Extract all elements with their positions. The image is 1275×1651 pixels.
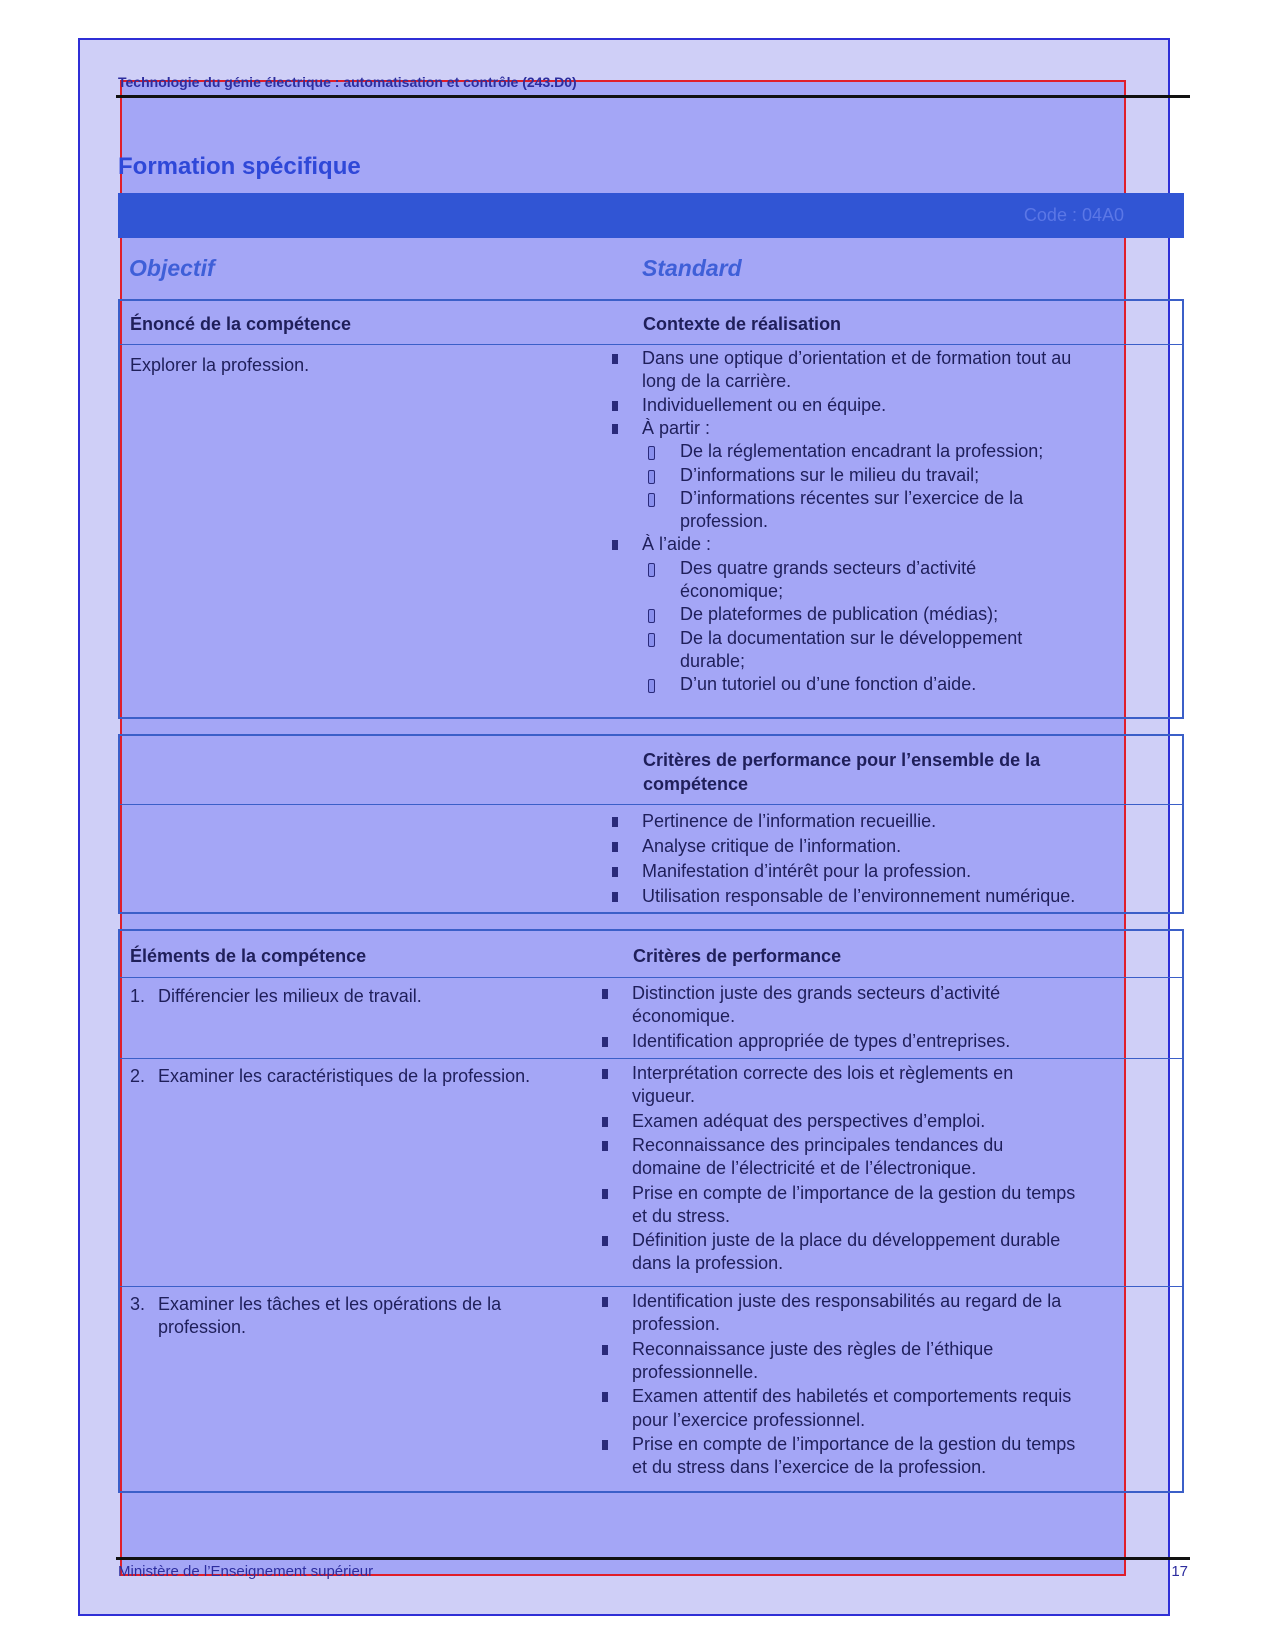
global-criterion: Manifestation d’intérêt pour la profession. [642, 861, 972, 881]
context-subitem: De la documentation sur le développement [680, 627, 1023, 648]
element-statement: profession. [158, 1317, 247, 1338]
context-item: Individuellement ou en équipe. [642, 394, 887, 415]
elements-table [118, 929, 1184, 1493]
context-subitem: De la réglementation encadrant la profession; [680, 441, 1044, 462]
element-statement: Examiner les tâches et les opérations de la [158, 1294, 502, 1314]
element-criterion: Reconnaissance des principales tendances du [632, 1134, 1004, 1155]
context-subitem: durable; [680, 650, 746, 671]
program-header: Technologie du génie électrique : automatisation et contrôle (243.D0) [118, 74, 577, 90]
context-subitem: D’un tutoriel ou d’une fonction d’aide. [680, 674, 977, 695]
element-number: 3. [130, 1294, 146, 1314]
element-criterion: Définition juste de la place du développement durable [632, 1230, 1061, 1251]
global-criterion: Pertinence de l’information recueillie. [642, 811, 937, 831]
competency-code: Code : 04A0 [1023, 205, 1124, 225]
row-divider [120, 804, 1182, 805]
context-subitem: D’informations récentes sur l’exercice de la [680, 487, 1024, 508]
context-item: À partir : [642, 417, 711, 438]
element-criterion: Reconnaissance juste des règles de l’éthique [632, 1338, 994, 1359]
element-criterion: professionnelle. [632, 1361, 759, 1382]
element-criterion: et du stress dans l’exercice de la profession. [632, 1457, 987, 1478]
global-criteria-table [118, 734, 1184, 914]
element-statement: Examiner les caractéristiques de la profession. [158, 1066, 531, 1086]
element-criterion: Prise en compte de l’importance de la gestion du temps [632, 1182, 1076, 1203]
footer-ministry: Ministère de l’Enseignement supérieur [118, 1563, 374, 1580]
element-criterion: Interprétation correcte des lois et règlements en [632, 1063, 1014, 1083]
header-rule [116, 95, 1190, 98]
context-subitem: Des quatre grands secteurs d’activité [680, 557, 977, 578]
row-divider [120, 1286, 1182, 1287]
element-criterion: économique. [632, 1006, 736, 1027]
global-criterion: Utilisation responsable de l’environnement numérique. [642, 886, 1076, 906]
element-criterion: Identification juste des responsabilités au regard de la [632, 1291, 1062, 1311]
element-criterion: Examen adéquat des perspectives d’emploi. [632, 1110, 986, 1131]
row-divider [120, 1058, 1182, 1059]
element-criterion: Examen attentif des habiletés et comportements requis [632, 1386, 1072, 1407]
element-criterion: et du stress. [632, 1205, 731, 1226]
element-number: 2. [130, 1066, 146, 1086]
element-criterion: profession. [632, 1314, 721, 1335]
element-criterion: Prise en compte de l’importance de la gestion du temps [632, 1433, 1076, 1454]
context-item: Dans une optique d’orientation et de formation tout au [642, 348, 1072, 368]
element-criterion: pour l’exercice professionnel. [632, 1409, 866, 1430]
page-number: 17 [1171, 1563, 1188, 1580]
element-criterion: domaine de l’électricité et de l’électronique. [632, 1158, 977, 1179]
section-title: Formation spécifique [118, 153, 361, 180]
footer-rule [116, 1557, 1190, 1560]
code-bar [118, 193, 1184, 238]
elements-label: Éléments de la compétence [130, 946, 367, 966]
element-criterion: vigueur. [632, 1086, 696, 1107]
competence-label: Énoncé de la compétence [130, 314, 352, 334]
context-subitem: économique; [680, 581, 784, 601]
element-criterion: Distinction juste des grands secteurs d’activité [632, 983, 1001, 1003]
element-statement: Différencier les milieux de travail. [158, 986, 422, 1006]
competence-statement: Explorer la profession. [130, 355, 310, 375]
context-item: À l’aide : [642, 534, 712, 555]
element-criterion: Identification appropriée de types d’entreprises. [632, 1030, 1011, 1051]
context-label: Contexte de réalisation [643, 314, 842, 334]
global-criterion: Analyse critique de l’information. [642, 836, 902, 856]
row-divider [120, 977, 1182, 978]
context-subitem: D’informations sur le milieu du travail; [680, 464, 980, 485]
competence-table [118, 299, 1184, 719]
global-criteria-label-line1: Critères de performance pour l’ensemble de la [643, 750, 1041, 770]
row-divider [120, 344, 1182, 345]
objectif-heading: Objectif [129, 255, 215, 281]
element-number: 1. [130, 986, 146, 1006]
context-subitem: De plateformes de publication (médias); [680, 604, 999, 625]
standard-heading: Standard [642, 255, 742, 281]
context-subitem: profession. [680, 511, 769, 532]
context-item: long de la carrière. [642, 371, 792, 392]
global-criteria-label-line2: compétence [643, 774, 749, 794]
element-criterion: dans la profession. [632, 1253, 784, 1274]
elements-criteria-label: Critères de performance [633, 946, 842, 966]
